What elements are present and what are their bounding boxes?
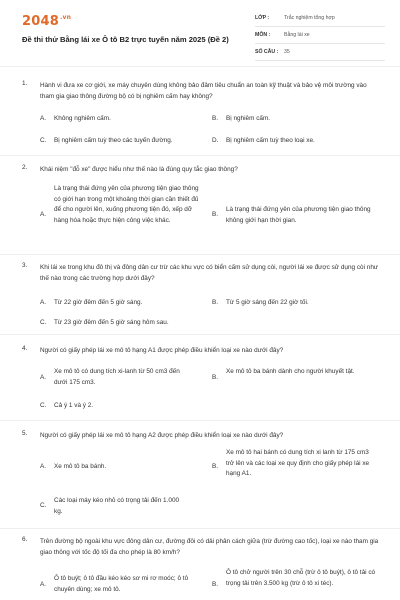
meta-row-count	[255, 48, 385, 61]
question-3	[22, 262, 382, 334]
question-number: 5.	[22, 430, 28, 437]
question-2	[22, 164, 382, 254]
question-text: Trên đường bộ ngoài khu vực đông dân cư, đường đôi có dải phân cách giữa (trừ đường cao tốc), loại xe nào tham gia giao thông với tốc độ tối đa cho phép là 80 km/h?	[40, 538, 379, 556]
question-divider	[0, 155, 400, 156]
question-number: 4.	[22, 345, 28, 352]
option-b[interactable]	[212, 184, 382, 246]
meta-row-subject	[255, 31, 385, 44]
question-text: Hành vi đưa xe cơ giới, xe máy chuyên dùng không bảo đảm tiêu chuẩn an toàn kỹ thuật và bảo vệ môi trường vào tham gia giao thông đường bộ có bị nghiêm cấm hay không?	[40, 82, 367, 100]
question-text: Khi lái xe trong khu đô thị và đông dân cư trừ các khu vực có biển cấm sử dụng còi, người lái xe được sử dụng còi như thế nào trong các trường hợp dưới đây?	[40, 264, 379, 282]
option-letter: B.	[212, 299, 219, 306]
option-text: Các loại máy kéo nhỏ có trọng tải đến 1.000 kg.	[54, 497, 180, 515]
option-letter: A.	[40, 299, 47, 306]
option-letter: A.	[40, 211, 47, 218]
option-letter: A.	[40, 581, 47, 588]
question-divider	[0, 528, 400, 529]
option-text: Bị nghiêm cấm tuỳ theo loại xe.	[226, 137, 315, 144]
meta-label: MÔN :	[255, 32, 271, 38]
option-text: Là trạng thái đứng yên của phương tiện giao thông không giới hạn thời gian.	[226, 206, 371, 224]
meta-label: LỚP :	[255, 15, 270, 21]
option-letter: A.	[40, 374, 47, 381]
exam-title: Đề thi thử Bằng lái xe Ô tô B2 trực tuyến năm 2025 (Đề 2)	[22, 35, 229, 44]
option-b[interactable]	[212, 448, 382, 482]
question-text: Người có giấy phép lái xe mô tô hạng A1 được phép điều khiển loại xe nào dưới đây?	[40, 347, 284, 354]
option-letter: B.	[212, 374, 219, 381]
option-letter: A.	[40, 115, 47, 122]
option-text: Từ 23 giờ đêm đến 5 giờ sáng hôm sau.	[54, 319, 169, 326]
option-b[interactable]	[212, 568, 382, 600]
option-text: Ô tô chở người trên 30 chỗ (trừ ô tô buýt), ô tô tải có trọng tải trên 3.500 kg (trừ ô tô xi téc).	[226, 569, 376, 587]
option-letter: B.	[212, 115, 219, 122]
question-text: Người có giấy phép lái xe mô tô hạng A2 được phép điều khiển loại xe nào dưới đây?	[40, 432, 284, 439]
option-text: Bị nghiêm cấm.	[226, 115, 271, 122]
option-text: Xe mô tô ba bánh dành cho người khuyết tật.	[226, 368, 355, 375]
option-letter: B.	[212, 463, 219, 470]
option-text: Xe mô tô ba bánh.	[54, 463, 107, 470]
exam-header	[0, 0, 400, 67]
meta-label: SỐ CÂU :	[255, 49, 279, 55]
option-b[interactable]	[212, 367, 382, 391]
logo-text: 2048	[22, 14, 59, 29]
option-text: Không nghiêm cấm.	[54, 115, 111, 122]
question-6	[22, 536, 382, 600]
option-letter: C.	[40, 137, 47, 144]
question-divider	[0, 334, 400, 335]
option-letter: C.	[40, 402, 47, 409]
option-letter: A.	[40, 463, 47, 470]
question-1	[22, 80, 382, 160]
option-a[interactable]	[40, 367, 205, 391]
option-letter: B.	[212, 581, 219, 588]
question-divider	[0, 254, 400, 255]
question-number: 1.	[22, 80, 28, 87]
question-4	[22, 345, 382, 415]
option-c[interactable]	[40, 496, 205, 520]
option-letter: D.	[212, 137, 219, 144]
option-text: Ô tô buýt; ô tô đầu kéo kéo sơ mi rơ moóc; ô tô chuyên dùng; xe mô tô.	[54, 575, 189, 593]
question-5	[22, 430, 382, 530]
site-logo[interactable]	[22, 14, 71, 29]
option-text: Là trạng thái đứng yên của phương tiện giao thông có giới hạn trong một khoảng thời gian cần thiết đủ để cho người lên, xuống phương tiện đó, xếp dỡ hàng hóa hoặc thực hiện công việc khác.	[54, 185, 199, 224]
option-text: Từ 5 giờ sáng đến 22 giờ tối.	[226, 299, 309, 306]
question-text: Khái niệm "đỗ xe" được hiểu như thế nào là đúng quy tắc giao thông?	[40, 166, 238, 173]
meta-value: Bằng lái xe	[284, 32, 310, 38]
option-a[interactable]	[40, 574, 205, 598]
option-text: Bị nghiêm cấm tuỳ theo các tuyến đường.	[54, 137, 173, 144]
question-divider	[0, 420, 400, 421]
question-number: 6.	[22, 536, 28, 543]
meta-value: Trắc nghiệm tổng hợp	[284, 15, 335, 21]
option-letter: C.	[40, 319, 47, 326]
option-text: Xe mô tô hai bánh có dung tích xi lanh từ 175 cm3 trở lên và các loại xe quy định cho giấy phép lái xe hạng A1.	[226, 449, 370, 477]
exam-meta	[255, 14, 385, 65]
option-text: Cả ý 1 và ý 2.	[54, 402, 94, 409]
question-number: 2.	[22, 164, 28, 171]
option-text: Từ 22 giờ đêm đến 5 giờ sáng.	[54, 299, 143, 306]
option-text: Xe mô tô có dung tích xi-lanh từ 50 cm3 đến dưới 175 cm3.	[54, 368, 180, 386]
meta-value: 35	[284, 49, 290, 55]
meta-row-class	[255, 14, 385, 27]
option-letter: B.	[212, 211, 219, 218]
option-letter: C.	[40, 502, 47, 509]
question-number: 3.	[22, 262, 28, 269]
option-a[interactable]	[40, 184, 205, 246]
logo-suffix: .vn	[59, 14, 72, 21]
